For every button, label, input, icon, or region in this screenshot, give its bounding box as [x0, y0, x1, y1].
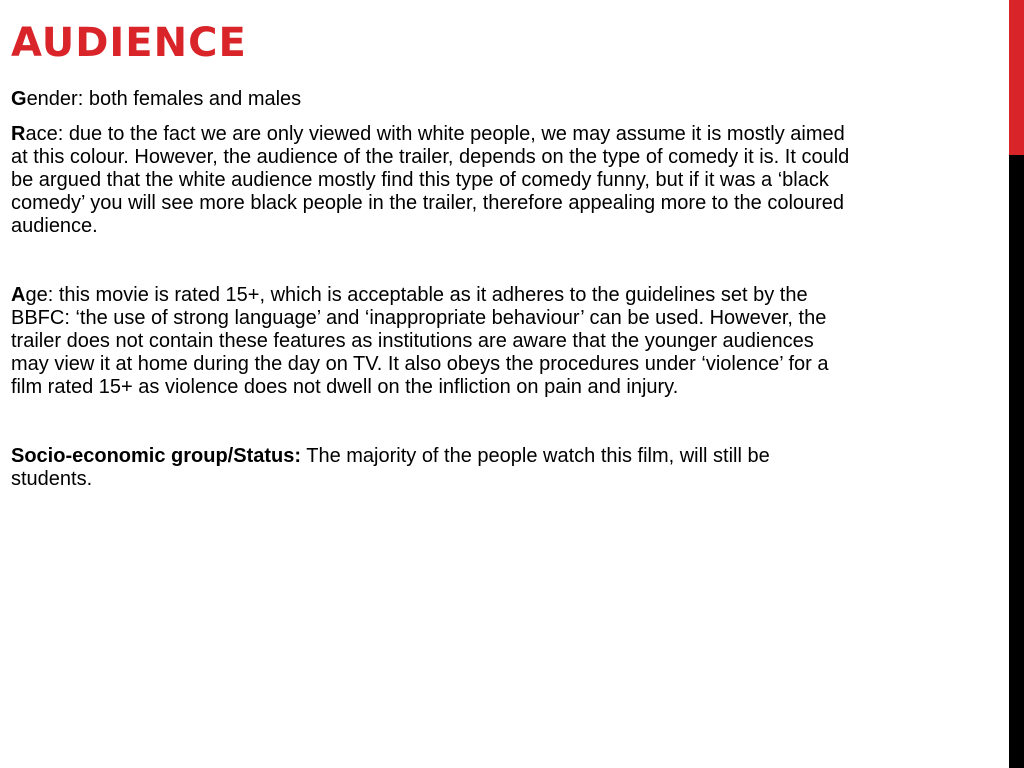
socio-text: The majority of the people watch this film, will still be students.	[11, 445, 770, 490]
slide-body	[11, 88, 851, 491]
race-text: ace: due to the fact we are only viewed with white people, we may assume it is mostly aimed at this colour. However, the audience of the trailer, depends on the type of comedy it is. It could be argued that the white audience mostly find this type of comedy funny, but if it was a ‘black comedy’ you will see more black people in the trailer, therefore appealing more to the coloured audience.	[11, 123, 850, 237]
paragraph-age	[11, 284, 851, 399]
gender-text: ender: both females and males	[26, 88, 302, 110]
race-lead-letter: R	[11, 123, 26, 145]
paragraph-gender	[11, 88, 851, 111]
accent-bar-red	[1009, 0, 1024, 155]
slide-title: AUDIENCE	[11, 20, 247, 66]
paragraph-race	[11, 123, 851, 238]
socio-lead: Socio-economic group/Status:	[11, 445, 302, 467]
age-lead-letter: A	[11, 284, 26, 306]
paragraph-socio-economic	[11, 445, 851, 491]
age-text: ge: this movie is rated 15+, which is acceptable as it adheres to the guidelines set by the BBFC: ‘the use of strong language’ and ‘inappropriate behaviour’ can be used. However, the trailer does not contain these features as institutions are aware that the younger audiences may view it at home during the day on TV. It also obeys the procedures under ‘violence’ for a film rated 15+ as violence does not dwell on the infliction on pain and injury.	[11, 284, 829, 398]
accent-bar-black	[1009, 155, 1024, 768]
gender-lead-letter: G	[11, 88, 27, 110]
